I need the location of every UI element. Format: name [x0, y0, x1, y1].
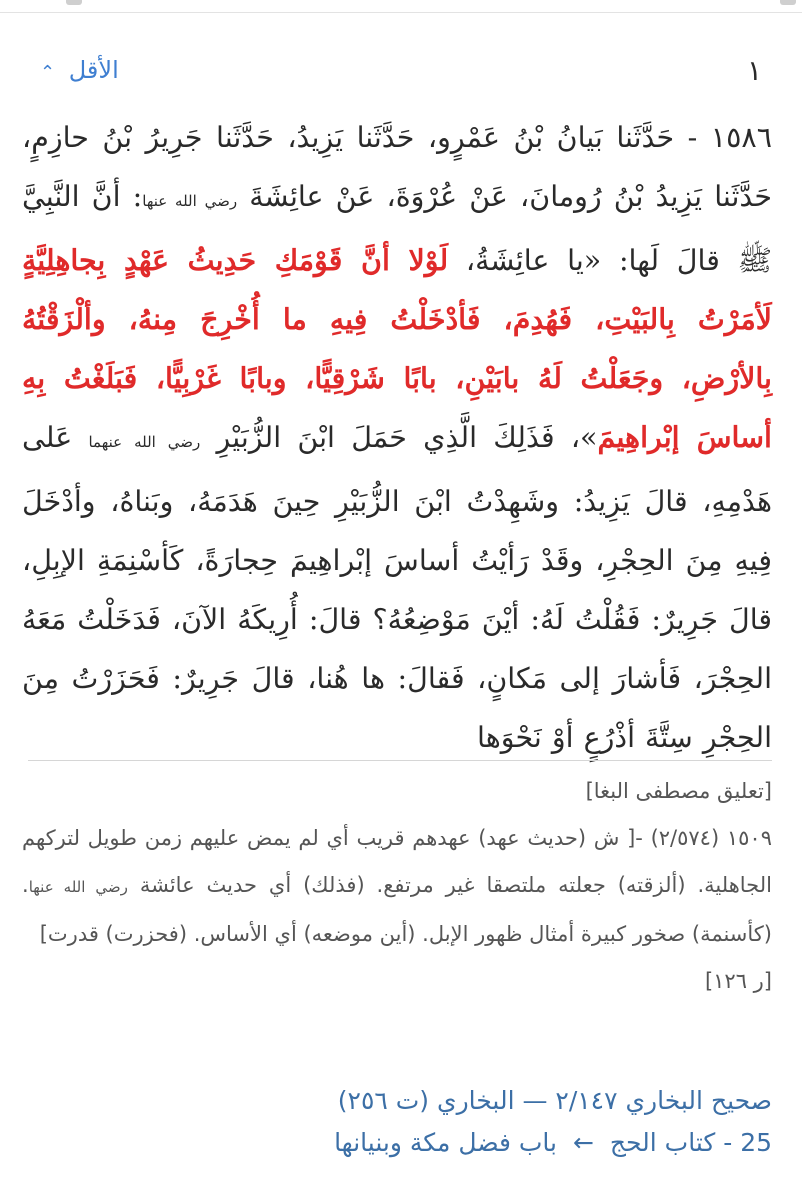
hadith-text: [22, 108, 772, 767]
chevron-up-icon: ⌃: [40, 62, 56, 83]
source-reference: [22, 1080, 772, 1164]
bab-link[interactable]: باب فضل مكة وبنيانها: [334, 1128, 558, 1157]
arrow-left-icon: ←: [572, 1128, 594, 1157]
book-chapter-link[interactable]: 25 - كتاب الحج: [609, 1128, 772, 1157]
source-book-link[interactable]: صحيح البخاري ٢/١٤٧ — البخاري (ت ٢٥٦): [337, 1086, 772, 1115]
hadith-chain-part1: ١٥٨٦ - حَدَّثَنا بَيانُ بْنُ عَمْرٍو، حَدَّثَنا يَزِيدُ، حَدَّثَنا جَرِيرُ بْنُ حازِمٍ، حَدَّثَنا يَزِيدُ بْنُ رُومانَ، عَنْ عُرْوَةَ، عَنْ عائِشَةَ: [22, 121, 772, 213]
top-left-mark: [66, 0, 82, 5]
hadith-header: [40, 54, 762, 94]
radiyallah-anha-glyph: رضي الله عنها: [142, 192, 238, 210]
show-less-button[interactable]: [40, 56, 119, 84]
show-less-label: الأقل: [68, 56, 119, 84]
prophet-saying: لَوْلا أنَّ قَوْمَكِ حَدِيثُ عَهْدٍ بِجاهِلِيَّةٍ لَأمَرْتُ بِالبَيْتِ، فَهُدِمَ، فَأدْخَلْتُ فِيهِ ما أُخْرِجَ مِنهُ، وألْزَقْتُهُ بِالأرْضِ، وجَعَلْتُ لَهُ بابَيْنِ، بابًا شَرْقِيًّا، وبابًا غَرْبِيًّا، فَبَلَغْتُ بِهِ أساسَ إبْراهِيمَ: [22, 243, 772, 454]
commentary-section: [22, 768, 772, 1005]
top-right-mark: [780, 0, 796, 5]
section-divider: [28, 760, 772, 761]
commentary-ref: [ر ١٢٦]: [704, 969, 772, 993]
hadith-index: ١: [746, 54, 762, 87]
hadith-narration-part4: عَلى هَدْمِهِ، قالَ يَزِيدُ: وشَهِدْتُ ابْنَ الزُّبَيْرِ حِينَ هَدَمَهُ، وبَناهُ، وأدْخَلَ فِيهِ مِنَ الحِجْرِ، وقَدْ رَأيْتُ أساسَ إبْراهِيمَ حِجارَةً، كَأسْنِمَةِ الإبِلِ، قالَ جَرِيرٌ: فَقُلْتُ لَهُ: أيْنَ مَوْضِعُهُ؟ قالَ: أُرِيكَهُ الآنَ، فَدَخَلْتُ مَعَهُ الحِجْرَ، فَأشارَ إلى مَكانٍ، فَقالَ: ها هُنا، قالَ جَرِيرٌ: فَحَزَرْتُ مِنَ الحِجْرِ سِتَّةَ أذْرُعٍ أوْ نَحْوَها: [22, 421, 772, 754]
commentary-body: [22, 815, 772, 958]
hadith-chain-part2: : أنَّ النَّبِيَّ ﷺ قالَ لَها: «يا عائِشَةُ،: [22, 180, 772, 277]
commentary-heading: [تعليق مصطفى البغا]: [585, 779, 772, 803]
top-strip: [0, 0, 802, 13]
hadith-narration-part3: »، فَذَلِكَ الَّذِي حَمَلَ ابْنَ الزُّبَيْرِ: [216, 421, 598, 454]
radiyallah-anhuma-glyph: رضي الله عنهما: [88, 433, 201, 451]
commentary-body-b: . (كأسنمة) صخور كبيرة أمثال ظهور الإبل. (أين موضعه) أي الأساس. (فحزرت) قدرت]: [22, 873, 772, 946]
commentary-body-a: ١٥٠٩ (٢/٥٧٤) -[ ش (حديث عهد) عهدهم قريب أي لم يمض عليهم زمن طويل لتركهم الجاهلية. (ألزقته) جعلته ملتصقا غير مرتفع. (فذلك) أي حديث عائشة: [22, 826, 772, 897]
commentary-radiyallah-glyph: رضي الله عنها: [28, 878, 128, 896]
